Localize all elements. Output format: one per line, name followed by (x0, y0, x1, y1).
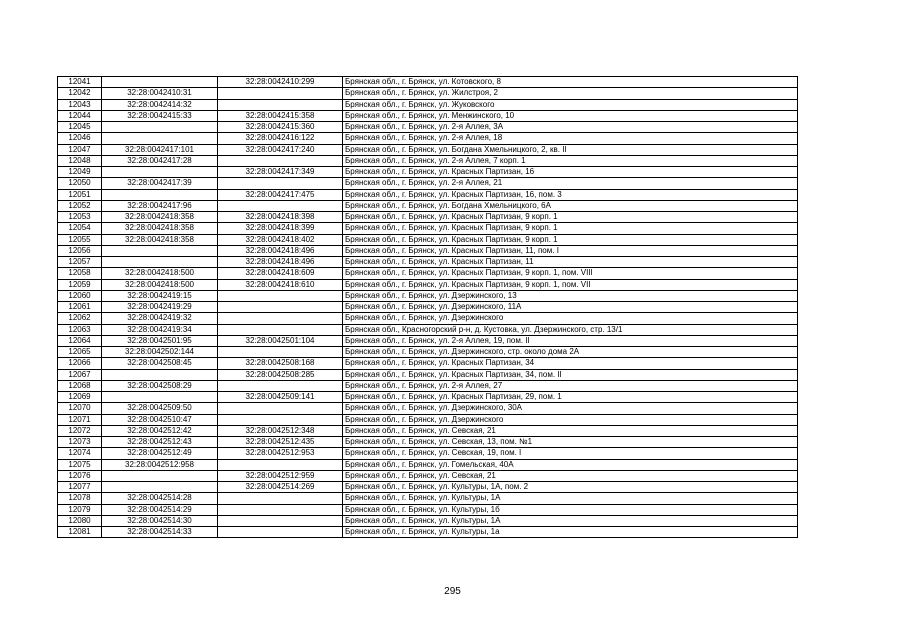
table-row (58, 167, 798, 178)
address-cell: Брянская обл., г. Брянск, ул. 2-я Аллея, 19, пом. II (343, 335, 798, 346)
address-cell: Брянская обл., г. Брянск, ул. Севская, 19, пом. I (343, 448, 798, 459)
address-cell: Брянская обл., г. Брянск, ул. Красных Партизан, 9 корп. 1 (343, 223, 798, 234)
address-cell: Брянская обл., г. Брянск, ул. Красных Партизан, 11, пом. I (343, 245, 798, 256)
cadastral-number-cell (102, 369, 218, 380)
register-table (57, 76, 798, 538)
table-row (58, 268, 798, 279)
address-cell: Брянская обл., г. Брянск, ул. Красных Партизан, 9 корп. 1, пом. VIII (343, 268, 798, 279)
cadastral-number-cell: 32:28:0042418:358 (102, 234, 218, 245)
row-number-cell: 12050 (58, 178, 102, 189)
table-row (58, 425, 798, 436)
address-cell: Брянская обл., Красногорский р-н, д. Кустовка, ул. Дзержинского, стр. 13/1 (343, 324, 798, 335)
table-row (58, 515, 798, 526)
address-cell: Брянская обл., г. Брянск, ул. Севская, 21 (343, 425, 798, 436)
cadastral-number-cell (102, 167, 218, 178)
address-cell: Брянская обл., г. Брянск, ул. Богдана Хмельницкого, 6А (343, 200, 798, 211)
address-cell: Брянская обл., г. Брянск, ул. Жилстроя, 2 (343, 88, 798, 99)
address-cell: Брянская обл., г. Брянск, ул. Дзержинского, 11А (343, 302, 798, 313)
cadastral-number-cell (102, 245, 218, 256)
object-cadastral-number-cell: 32:28:0042508:285 (218, 369, 343, 380)
row-number-cell: 12076 (58, 470, 102, 481)
address-cell: Брянская обл., г. Брянск, ул. Культуры, 1А (343, 515, 798, 526)
table-row (58, 223, 798, 234)
cadastral-number-cell: 32:28:0042418:500 (102, 279, 218, 290)
address-cell: Брянская обл., г. Брянск, ул. Дзержинского (343, 414, 798, 425)
table-row (58, 470, 798, 481)
cadastral-number-cell: 32:28:0042508:29 (102, 380, 218, 391)
table-row (58, 133, 798, 144)
table-row (58, 122, 798, 133)
object-cadastral-number-cell (218, 459, 343, 470)
object-cadastral-number-cell: 32:28:0042512:435 (218, 437, 343, 448)
row-number-cell: 12044 (58, 110, 102, 121)
table-row (58, 459, 798, 470)
table-row (58, 313, 798, 324)
table-row (58, 347, 798, 358)
row-number-cell: 12061 (58, 302, 102, 313)
table-row (58, 437, 798, 448)
table-row (58, 245, 798, 256)
row-number-cell: 12043 (58, 99, 102, 110)
cadastral-number-cell: 32:28:0042501:95 (102, 335, 218, 346)
row-number-cell: 12052 (58, 200, 102, 211)
cadastral-number-cell (102, 133, 218, 144)
object-cadastral-number-cell (218, 200, 343, 211)
cadastral-number-cell (102, 122, 218, 133)
object-cadastral-number-cell (218, 313, 343, 324)
row-number-cell: 12077 (58, 482, 102, 493)
address-cell: Брянская обл., г. Брянск, ул. 2-я Аллея, 27 (343, 380, 798, 391)
row-number-cell: 12049 (58, 167, 102, 178)
object-cadastral-number-cell (218, 324, 343, 335)
object-cadastral-number-cell: 32:28:0042416:122 (218, 133, 343, 144)
row-number-cell: 12045 (58, 122, 102, 133)
cadastral-number-cell: 32:28:0042417:96 (102, 200, 218, 211)
address-cell: Брянская обл., г. Брянск, ул. Севская, 21 (343, 470, 798, 481)
address-cell: Брянская обл., г. Брянск, ул. Культуры, 1А (343, 493, 798, 504)
object-cadastral-number-cell: 32:28:0042415:360 (218, 122, 343, 133)
table-row (58, 290, 798, 301)
table-row (58, 200, 798, 211)
object-cadastral-number-cell: 32:28:0042418:398 (218, 212, 343, 223)
object-cadastral-number-cell (218, 88, 343, 99)
row-number-cell: 12065 (58, 347, 102, 358)
row-number-cell: 12075 (58, 459, 102, 470)
table-row (58, 392, 798, 403)
row-number-cell: 12072 (58, 425, 102, 436)
cadastral-number-cell (102, 77, 218, 88)
table-row (58, 403, 798, 414)
address-cell: Брянская обл., г. Брянск, ул. Красных Партизан, 34 (343, 358, 798, 369)
row-number-cell: 12069 (58, 392, 102, 403)
address-cell: Брянская обл., г. Брянск, ул. Менжинского, 10 (343, 110, 798, 121)
object-cadastral-number-cell: 32:28:0042512:348 (218, 425, 343, 436)
cadastral-number-cell: 32:28:0042508:45 (102, 358, 218, 369)
address-cell: Брянская обл., г. Брянск, ул. Богдана Хмельницкого, 2, кв. II (343, 144, 798, 155)
row-number-cell: 12081 (58, 527, 102, 538)
row-number-cell: 12055 (58, 234, 102, 245)
table-row (58, 380, 798, 391)
table-row (58, 178, 798, 189)
row-number-cell: 12048 (58, 155, 102, 166)
object-cadastral-number-cell: 32:28:0042418:610 (218, 279, 343, 290)
object-cadastral-number-cell: 32:28:0042418:609 (218, 268, 343, 279)
address-cell: Брянская обл., г. Брянск, ул. Культуры, 1а (343, 527, 798, 538)
object-cadastral-number-cell: 32:28:0042418:402 (218, 234, 343, 245)
cadastral-number-cell: 32:28:0042512:49 (102, 448, 218, 459)
object-cadastral-number-cell (218, 99, 343, 110)
cadastral-number-cell: 32:28:0042514:28 (102, 493, 218, 504)
address-cell: Брянская обл., г. Брянск, ул. Котовского, 8 (343, 77, 798, 88)
row-number-cell: 12078 (58, 493, 102, 504)
cadastral-number-cell (102, 482, 218, 493)
row-number-cell: 12070 (58, 403, 102, 414)
table-row (58, 527, 798, 538)
object-cadastral-number-cell (218, 380, 343, 391)
cadastral-number-cell: 32:28:0042509:50 (102, 403, 218, 414)
table-row (58, 88, 798, 99)
address-cell: Брянская обл., г. Брянск, ул. Дзержинского, стр. около дома 2А (343, 347, 798, 358)
row-number-cell: 12066 (58, 358, 102, 369)
object-cadastral-number-cell (218, 403, 343, 414)
table-row (58, 493, 798, 504)
address-cell: Брянская обл., г. Брянск, ул. 2-я Аллея, 7 корп. 1 (343, 155, 798, 166)
address-cell: Брянская обл., г. Брянск, ул. Культуры, 1б (343, 504, 798, 515)
row-number-cell: 12051 (58, 189, 102, 200)
cadastral-number-cell: 32:28:0042419:32 (102, 313, 218, 324)
cadastral-number-cell (102, 392, 218, 403)
cadastral-number-cell (102, 257, 218, 268)
table-row (58, 414, 798, 425)
cadastral-number-cell: 32:28:0042419:34 (102, 324, 218, 335)
table-row (58, 369, 798, 380)
object-cadastral-number-cell (218, 302, 343, 313)
row-number-cell: 12053 (58, 212, 102, 223)
object-cadastral-number-cell (218, 347, 343, 358)
address-cell: Брянская обл., г. Брянск, ул. Дзержинского, 30А (343, 403, 798, 414)
address-cell: Брянская обл., г. Брянск, ул. Дзержинского, 13 (343, 290, 798, 301)
cadastral-number-cell: 32:28:0042514:29 (102, 504, 218, 515)
address-cell: Брянская обл., г. Брянск, ул. 2-я Аллея, 18 (343, 133, 798, 144)
row-number-cell: 12064 (58, 335, 102, 346)
table-row (58, 482, 798, 493)
table-row (58, 155, 798, 166)
address-cell: Брянская обл., г. Брянск, ул. Гомельская, 40А (343, 459, 798, 470)
address-cell: Брянская обл., г. Брянск, ул. Красных Партизан, 9 корп. 1, пом. VII (343, 279, 798, 290)
cadastral-number-cell (102, 189, 218, 200)
object-cadastral-number-cell: 32:28:0042512:953 (218, 448, 343, 459)
row-number-cell: 12047 (58, 144, 102, 155)
object-cadastral-number-cell: 32:28:0042508:168 (218, 358, 343, 369)
row-number-cell: 12057 (58, 257, 102, 268)
table-row (58, 212, 798, 223)
row-number-cell: 12063 (58, 324, 102, 335)
table-row (58, 189, 798, 200)
object-cadastral-number-cell (218, 493, 343, 504)
row-number-cell: 12059 (58, 279, 102, 290)
object-cadastral-number-cell: 32:28:0042417:240 (218, 144, 343, 155)
address-cell: Брянская обл., г. Брянск, ул. Севская, 13, пом. №1 (343, 437, 798, 448)
address-cell: Брянская обл., г. Брянск, ул. Красных Партизан, 11 (343, 257, 798, 268)
cadastral-number-cell: 32:28:0042502:144 (102, 347, 218, 358)
object-cadastral-number-cell (218, 515, 343, 526)
object-cadastral-number-cell: 32:28:0042417:349 (218, 167, 343, 178)
table-row (58, 257, 798, 268)
table-row (58, 504, 798, 515)
table-row (58, 99, 798, 110)
table-row (58, 279, 798, 290)
table-row (58, 335, 798, 346)
cadastral-number-cell: 32:28:0042512:958 (102, 459, 218, 470)
table-row (58, 234, 798, 245)
object-cadastral-number-cell: 32:28:0042418:496 (218, 257, 343, 268)
address-cell: Брянская обл., г. Брянск, ул. Красных Партизан, 16 (343, 167, 798, 178)
table-row (58, 448, 798, 459)
cadastral-number-cell: 32:28:0042510:47 (102, 414, 218, 425)
address-cell: Брянская обл., г. Брянск, ул. Красных Партизан, 16, пом. 3 (343, 189, 798, 200)
cadastral-number-cell: 32:28:0042415:33 (102, 110, 218, 121)
cadastral-number-cell: 32:28:0042514:33 (102, 527, 218, 538)
address-cell: Брянская обл., г. Брянск, ул. Красных Партизан, 29, пом. 1 (343, 392, 798, 403)
row-number-cell: 12054 (58, 223, 102, 234)
object-cadastral-number-cell: 32:28:0042512:959 (218, 470, 343, 481)
object-cadastral-number-cell (218, 290, 343, 301)
table-row (58, 110, 798, 121)
cadastral-number-cell: 32:28:0042414:32 (102, 99, 218, 110)
cadastral-number-cell: 32:28:0042417:28 (102, 155, 218, 166)
cadastral-number-cell: 32:28:0042418:500 (102, 268, 218, 279)
table-row (58, 358, 798, 369)
object-cadastral-number-cell: 32:28:0042415:358 (218, 110, 343, 121)
object-cadastral-number-cell: 32:28:0042509:141 (218, 392, 343, 403)
object-cadastral-number-cell (218, 414, 343, 425)
page-number: 295 (444, 586, 461, 597)
address-cell: Брянская обл., г. Брянск, ул. 2-я Аллея, 21 (343, 178, 798, 189)
cadastral-number-cell: 32:28:0042419:29 (102, 302, 218, 313)
row-number-cell: 12060 (58, 290, 102, 301)
cadastral-number-cell: 32:28:0042417:39 (102, 178, 218, 189)
row-number-cell: 12058 (58, 268, 102, 279)
object-cadastral-number-cell: 32:28:0042417:475 (218, 189, 343, 200)
address-cell: Брянская обл., г. Брянск, ул. Красных Партизан, 34, пом. II (343, 369, 798, 380)
object-cadastral-number-cell: 32:28:0042418:399 (218, 223, 343, 234)
address-cell: Брянская обл., г. Брянск, ул. Жуковского (343, 99, 798, 110)
object-cadastral-number-cell (218, 178, 343, 189)
cadastral-number-cell: 32:28:0042410:31 (102, 88, 218, 99)
object-cadastral-number-cell (218, 155, 343, 166)
object-cadastral-number-cell: 32:28:0042418:496 (218, 245, 343, 256)
object-cadastral-number-cell: 32:28:0042501:104 (218, 335, 343, 346)
cadastral-number-cell: 32:28:0042514:30 (102, 515, 218, 526)
address-cell: Брянская обл., г. Брянск, ул. Красных Партизан, 9 корп. 1 (343, 234, 798, 245)
cadastral-number-cell: 32:28:0042418:358 (102, 223, 218, 234)
cadastral-number-cell: 32:28:0042512:42 (102, 425, 218, 436)
table-row (58, 302, 798, 313)
cadastral-number-cell: 32:28:0042512:43 (102, 437, 218, 448)
row-number-cell: 12042 (58, 88, 102, 99)
row-number-cell: 12041 (58, 77, 102, 88)
row-number-cell: 12080 (58, 515, 102, 526)
table-row (58, 77, 798, 88)
address-cell: Брянская обл., г. Брянск, ул. 2-я Аллея, 3А (343, 122, 798, 133)
object-cadastral-number-cell (218, 527, 343, 538)
object-cadastral-number-cell: 32:28:0042514:269 (218, 482, 343, 493)
address-cell: Брянская обл., г. Брянск, ул. Культуры, 1А, пом. 2 (343, 482, 798, 493)
row-number-cell: 12071 (58, 414, 102, 425)
cadastral-number-cell: 32:28:0042419:15 (102, 290, 218, 301)
row-number-cell: 12046 (58, 133, 102, 144)
address-cell: Брянская обл., г. Брянск, ул. Красных Партизан, 9 корп. 1 (343, 212, 798, 223)
row-number-cell: 12056 (58, 245, 102, 256)
row-number-cell: 12068 (58, 380, 102, 391)
cadastral-number-cell: 32:28:0042418:358 (102, 212, 218, 223)
address-cell: Брянская обл., г. Брянск, ул. Дзержинского (343, 313, 798, 324)
row-number-cell: 12067 (58, 369, 102, 380)
row-number-cell: 12062 (58, 313, 102, 324)
object-cadastral-number-cell: 32:28:0042410:299 (218, 77, 343, 88)
cadastral-number-cell (102, 470, 218, 481)
table-row (58, 324, 798, 335)
register-table-body (58, 77, 798, 538)
cadastral-number-cell: 32:28:0042417:101 (102, 144, 218, 155)
table-row (58, 144, 798, 155)
row-number-cell: 12073 (58, 437, 102, 448)
row-number-cell: 12079 (58, 504, 102, 515)
row-number-cell: 12074 (58, 448, 102, 459)
object-cadastral-number-cell (218, 504, 343, 515)
